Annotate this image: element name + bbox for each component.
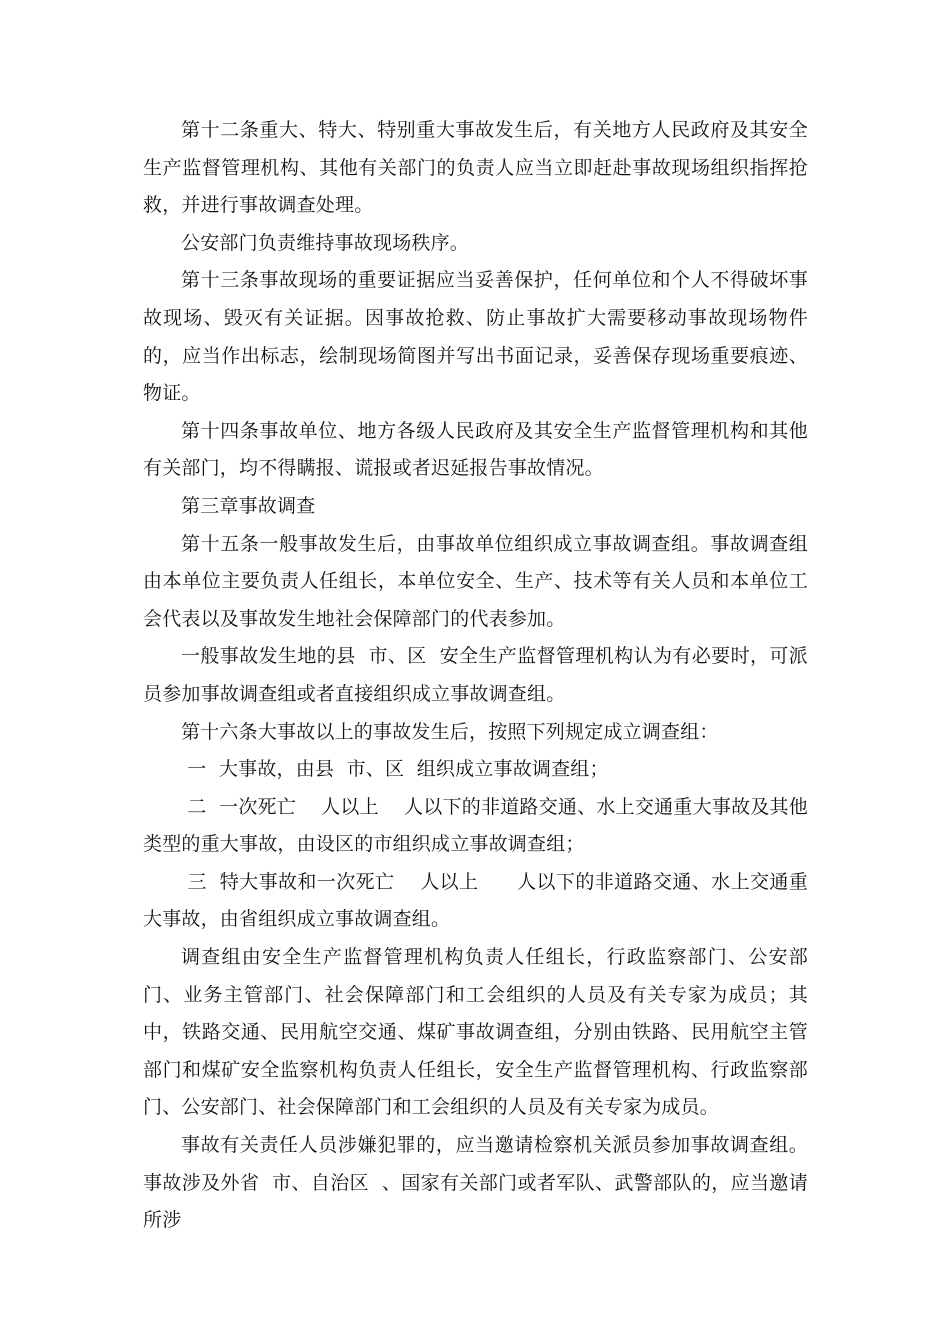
paragraph-criminal-liability: 事故有关责任人员涉嫌犯罪的，应当邀请检察机关派员参加事故调查组。事故涉及外省 市、自治区 、国家有关部门或者军队、武警部队的，应当邀请所涉 [143, 1134, 808, 1232]
list-item-2: 二 一次死亡 人以上 人以下的非道路交通、水上交通重大事故及其他类型的重大事故，由设区的市组织成立事故调查组； [143, 795, 808, 856]
paragraph-investigation-team: 调查组由安全生产监督管理机构负责人任组长，行政监察部门、公安部门、业务主管部门、社会保障部门和工会组织的人员及有关专家为成员；其中，铁路交通、民用航空交通、煤矿事故调查组，分别由铁路、民用航空主管部门和煤矿安全监察机构负责人任组长，安全生产监督管理机构、行政监察部门、公安部门、社会保障部门和工会组织的人员及有关专家为成员。 [143, 946, 808, 1119]
list-item-1: 一 大事故，由县 市、区 组织成立事故调查组； [181, 758, 609, 781]
document-body [143, 112, 808, 1240]
paragraph-county-investigation: 一般事故发生地的县 市、区 安全生产监督管理机构认为有必要时，可派员参加事故调查组或者直接组织成立事故调查组。 [143, 645, 808, 705]
paragraph-article-14: 第十四条事故单位、地方各级人民政府及其安全生产监督管理机构和其他有关部门，均不得瞒报、谎报或者迟延报告事故情况。 [143, 419, 808, 480]
paragraph-article-13: 第十三条事故现场的重要证据应当妥善保护，任何单位和个人不得破坏事故现场、毁灭有关证据。因事故抢救、防止事故扩大需要移动事故现场物件的，应当作出标志，绘制现场简图并写出书面记录，妥善保存现场重要痕迹、物证。 [143, 269, 808, 405]
chapter-heading: 第三章事故调查 [181, 494, 316, 517]
paragraph-article-15: 第十五条一般事故发生后，由事故单位组织成立事故调查组。事故调查组由本单位主要负责人任组长，本单位安全、生产、技术等有关人员和本单位工会代表以及事故发生地社会保障部门的代表参加。 [143, 532, 808, 630]
paragraph-article-12: 第十二条重大、特大、特别重大事故发生后，有关地方人民政府及其安全生产监督管理机构、其他有关部门的负责人应当立即赶赴事故现场组织指挥抢救，并进行事故调查处理。 [143, 119, 808, 217]
paragraph-public-security: 公安部门负责维持事故现场秩序。 [181, 231, 470, 254]
list-item-3: 三 特大事故和一次死亡 人以上 人以下的非道路交通、水上交通重大事故，由省组织成立事故调查组。 [143, 870, 808, 931]
paragraph-article-16: 第十六条大事故以上的事故发生后，按照下列规定成立调查组： [181, 720, 719, 743]
